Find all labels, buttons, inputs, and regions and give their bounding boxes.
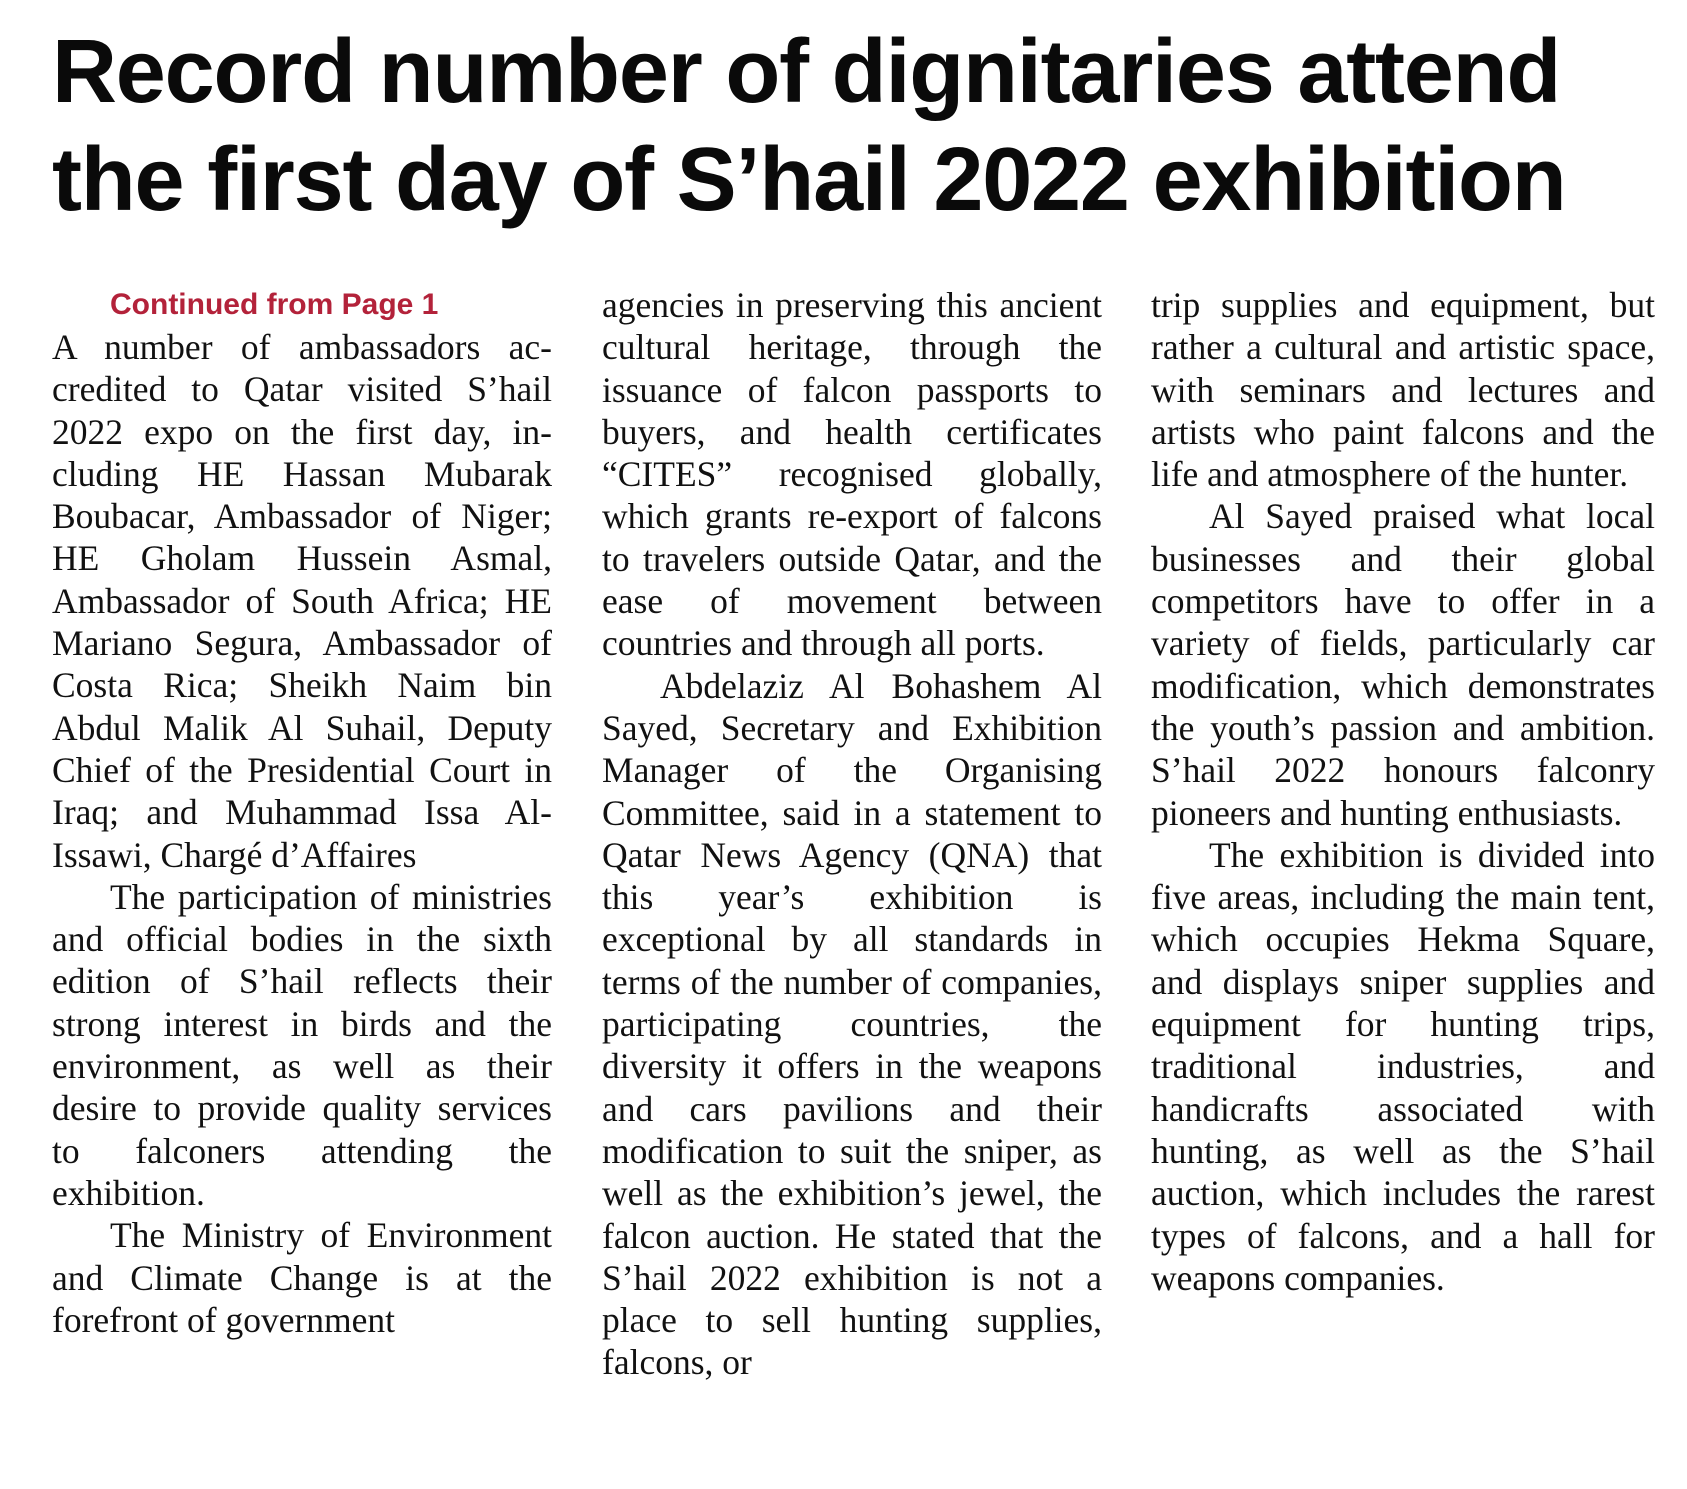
paragraph: A number of ambassadors accredited to Qatar visited S’hail 2022 expo on the first day, including HE Hassan Mubarak Boubacar, Ambassador of Niger; HE Gholam Hussein Asmal, Ambassador of South Africa; HE Mariano Segura, Ambassador of Costa Rica; Sheikh Naim bin Abdul Malik Al Suhail, Deputy Chief of the Presidential Court in Iraq; and Muhammad Issa Al-Issawi, Chargé d’Affaires — [52, 327, 552, 875]
paragraph: The participation of ministries and official bodies in the sixth edition of S’hail reflects their strong interest in birds and the environment, as well as their desire to provide quality services to falconers attending the exhibition. — [52, 876, 552, 1213]
paragraph: The exhibition is divided into five areas, including the main tent, which occupies Hekma Square, and displays sniper supplies and equipment for hunting trips, traditional industries, and handicrafts associated with hunting, as well as the S’hail auction, which includes the rarest types of falcons, and a hall for weapons companies. — [1151, 834, 1655, 1298]
headline — [52, 18, 1652, 234]
paragraph: Abdelaziz Al Bohashem Al Sayed, Secretary and Exhibition Manager of the Organising Committee, said in a statement to Qatar News Agency (QNA) that this year’s exhibition is exceptional by all standards in terms of the number of companies, participating countries, the diversity it offers in the weapons and cars pavilions and their modification to suit the sniper, as well as the exhibition’s jewel, the falcon auction. He stated that the S’hail 2022 exhibition is not a place to sell hunting supplies, falcons, or — [602, 665, 1102, 1383]
article — [52, 18, 1655, 1383]
column-1 — [52, 284, 552, 1341]
column-2 — [602, 284, 1102, 1384]
headline-line-1: Record number of dignitaries attend — [52, 22, 1561, 122]
paragraph: Al Sayed praised what local businesses and their global competitors have to offer in a variety of fields, particularly car modification, which demonstrates the youth’s passion and ambition. S’hail 2022 honours falconry pioneers and hunting enthusiasts. — [1151, 496, 1655, 833]
headline-line-2: the first day of S’hail 2022 exhibition — [52, 130, 1566, 230]
paragraph: trip supplies and equipment, but rather a cultural and artistic space, with seminars and lectures and artists who paint falcons and the life and atmosphere of the hunter. — [1151, 285, 1655, 495]
paragraph: The Ministry of Environment and Climate Change is at the forefront of government — [52, 1215, 552, 1340]
column-3 — [1151, 284, 1655, 1299]
paragraph: agencies in preserving this ancient cultural heritage, through the issuance of falcon passports to buyers, and health certificates “CITES” recognised globally, which grants re-export of falcons to travelers outside Qatar, and the ease of movement between countries and through all ports. — [602, 285, 1102, 664]
continued-from-label: Continued from Page 1 — [110, 288, 439, 321]
article-body — [52, 284, 1655, 1464]
